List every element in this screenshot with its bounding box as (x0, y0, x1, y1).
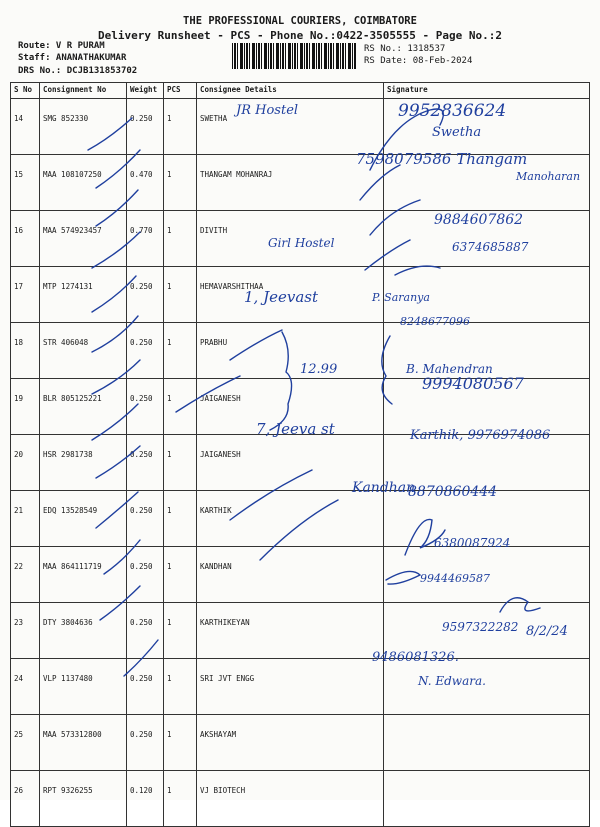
weight-cell: 0.250 (127, 99, 164, 155)
hw-row19-note: 12.99 (300, 362, 338, 377)
consignment-cell: VLP 1137480 (40, 659, 127, 715)
col-header-consignee: Consignee Details (197, 83, 384, 99)
col-header-consignment: Consignment No (40, 83, 127, 99)
sno-cell: 18 (11, 323, 40, 379)
row19-scribble (230, 330, 282, 360)
hw-row26-name: N. Edwara. (418, 674, 486, 688)
sno-cell: 15 (11, 155, 40, 211)
hw-row20-name: B. Mahendran (406, 362, 493, 376)
hw-row14-name: Swetha (432, 125, 482, 140)
row22-scribble (230, 470, 312, 520)
row17-scribble (365, 240, 440, 275)
company-title: THE PROFESSIONAL COURIERS, COIMBATORE (183, 15, 417, 27)
consignment-cell: SMG 852330 (40, 99, 127, 155)
sno-cell: 25 (11, 715, 40, 771)
consignment-cell: DTY 3804636 (40, 603, 127, 659)
tick-mark (92, 276, 136, 312)
col-header-signature: Signature (384, 83, 590, 99)
weight-cell: 0.250 (127, 435, 164, 491)
tick-mark (92, 232, 140, 268)
hw-row22-name: Kandhan (352, 480, 416, 496)
col-header-pcs: PCS (164, 83, 197, 99)
tick-mark (92, 404, 138, 440)
sno-cell: 22 (11, 547, 40, 603)
hw-row15-name: Manoharan (516, 170, 581, 183)
pcs-cell: 1 (164, 435, 197, 491)
consignment-cell: HSR 2981738 (40, 435, 127, 491)
sno-cell: 17 (11, 267, 40, 323)
pcs-cell: 1 (164, 547, 197, 603)
hw-row23-signature: 6380087924 (434, 536, 511, 550)
row22-scribble2 (260, 500, 338, 560)
hw-row25-signature: 9597322282 (442, 620, 519, 634)
pcs-cell: 1 (164, 323, 197, 379)
weight-cell: 0.250 (127, 603, 164, 659)
weight-cell: 0.250 (127, 491, 164, 547)
weight-cell: 0.250 (127, 659, 164, 715)
consignment-cell: MAA 108107250 (40, 155, 127, 211)
consignee-cell: THANGAM MOHANRAJ (197, 155, 384, 211)
consignee-cell: HEMAVARSHITHAA (197, 267, 384, 323)
pcs-cell: 1 (164, 267, 197, 323)
pcs-cell: 1 (164, 771, 197, 827)
pcs-cell: 1 (164, 603, 197, 659)
tick-mark (88, 118, 132, 150)
row25-scribble (500, 598, 540, 612)
weight-cell: 0.470 (127, 155, 164, 211)
sno-cell: 24 (11, 659, 40, 715)
weight-cell: 0.770 (127, 211, 164, 267)
hw-row26-signature: 9486081326. (372, 650, 459, 665)
consignee-cell: SRI JVT ENGG (197, 659, 384, 715)
consignee-cell: SWETHA (197, 99, 384, 155)
hw-row20-signature: 9994080567 (422, 374, 524, 393)
weight-cell: 0.250 (127, 323, 164, 379)
tick-mark (100, 586, 140, 620)
consignee-cell: AKSHAYAM (197, 715, 384, 771)
row24-scribble (386, 571, 420, 584)
pcs-cell: 1 (164, 379, 197, 435)
sno-cell: 20 (11, 435, 40, 491)
pcs-cell: 1 (164, 211, 197, 267)
runsheet-subtitle: Delivery Runsheet - PCS - Phone No.:0422-3505555 - Page No.:2 (98, 29, 502, 42)
rs-number: RS No.: 1318537 (364, 44, 446, 54)
tick-mark (96, 150, 140, 188)
consignee-cell: VJ BIOTECH (197, 771, 384, 827)
consignment-cell: MTP 1274131 (40, 267, 127, 323)
pcs-cell: 1 (164, 99, 197, 155)
consignment-cell: BLR 805125221 (40, 379, 127, 435)
weight-cell: 0.250 (127, 379, 164, 435)
hw-row22-signature: 8870860444 (408, 484, 498, 500)
sno-cell: 14 (11, 99, 40, 155)
hw-row14-note: JR Hostel (236, 103, 299, 118)
consignment-cell: STR 406048 (40, 323, 127, 379)
tick-mark (96, 446, 140, 478)
tick-mark (104, 540, 140, 574)
pcs-cell: 1 (164, 659, 197, 715)
consignee-cell: KANDHAN (197, 547, 384, 603)
row20-scribble (176, 376, 240, 412)
sno-cell: 16 (11, 211, 40, 267)
hw-row18-note: 1, Jeevast (244, 288, 318, 306)
row19-bracket (270, 332, 292, 430)
row16-scribble (370, 200, 420, 235)
tick-mark (96, 190, 138, 226)
hw-row15-signature: 7598079586 Thangam (356, 150, 528, 168)
tick-mark (124, 640, 158, 676)
hw-row21-note: 7, Jeeva st (256, 420, 335, 438)
tick-mark (92, 360, 140, 394)
row15-scribble (360, 165, 400, 200)
pcs-cell: 1 (164, 715, 197, 771)
sno-cell: 26 (11, 771, 40, 827)
consignment-cell: RPT 9326255 (40, 771, 127, 827)
consignee-cell: DIVITH (197, 211, 384, 267)
hw-row25-date: 8/2/24 (526, 624, 568, 639)
consignment-cell: MAA 574923457 (40, 211, 127, 267)
consignment-cell: EDQ 13528549 (40, 491, 127, 547)
sno-cell: 21 (11, 491, 40, 547)
hw-row17-signature: 6374685887 (452, 240, 529, 254)
consignee-cell: JAIGANESH (197, 435, 384, 491)
weight-cell: 0.250 (127, 547, 164, 603)
hw-row17-note: Girl Hostel (268, 236, 335, 250)
consignee-cell: JAIGANESH (197, 379, 384, 435)
col-header-sno: S No (11, 83, 40, 99)
tick-mark (92, 316, 138, 352)
drs-number: DRS No.: DCJB131853702 (18, 66, 138, 76)
consignee-cell: KARTHIKEYAN (197, 603, 384, 659)
hw-row18-name: P. Saranya (372, 291, 430, 304)
row19-bracket2 (382, 336, 392, 404)
consignment-cell: MAA 864111719 (40, 547, 127, 603)
pcs-cell: 1 (164, 491, 197, 547)
consignee-cell: KARTHIK (197, 491, 384, 547)
weight-cell: 0.120 (127, 771, 164, 827)
tick-mark (96, 492, 138, 528)
consignment-cell: MAA 573312800 (40, 715, 127, 771)
hw-row21-signature: Karthik, 9976974086 (410, 428, 551, 443)
consignee-cell: PRABHU (197, 323, 384, 379)
col-header-weight: Weight (127, 83, 164, 99)
weight-cell: 0.250 (127, 267, 164, 323)
rs-date: RS Date: 08-Feb-2024 (364, 56, 473, 66)
pcs-cell: 1 (164, 155, 197, 211)
sno-cell: 23 (11, 603, 40, 659)
route-label: Route: V R PURAM (18, 41, 105, 51)
hw-row14-signature: 9952836624 (398, 101, 507, 121)
sno-cell: 19 (11, 379, 40, 435)
staff-label: Staff: ANANATHAKUMAR (18, 53, 127, 63)
weight-cell: 0.250 (127, 715, 164, 771)
hw-row24-signature: 9944469587 (420, 572, 490, 585)
hw-row16-signature: 9884607862 (434, 212, 524, 228)
hw-row18-signature: 8248677096 (400, 315, 470, 328)
